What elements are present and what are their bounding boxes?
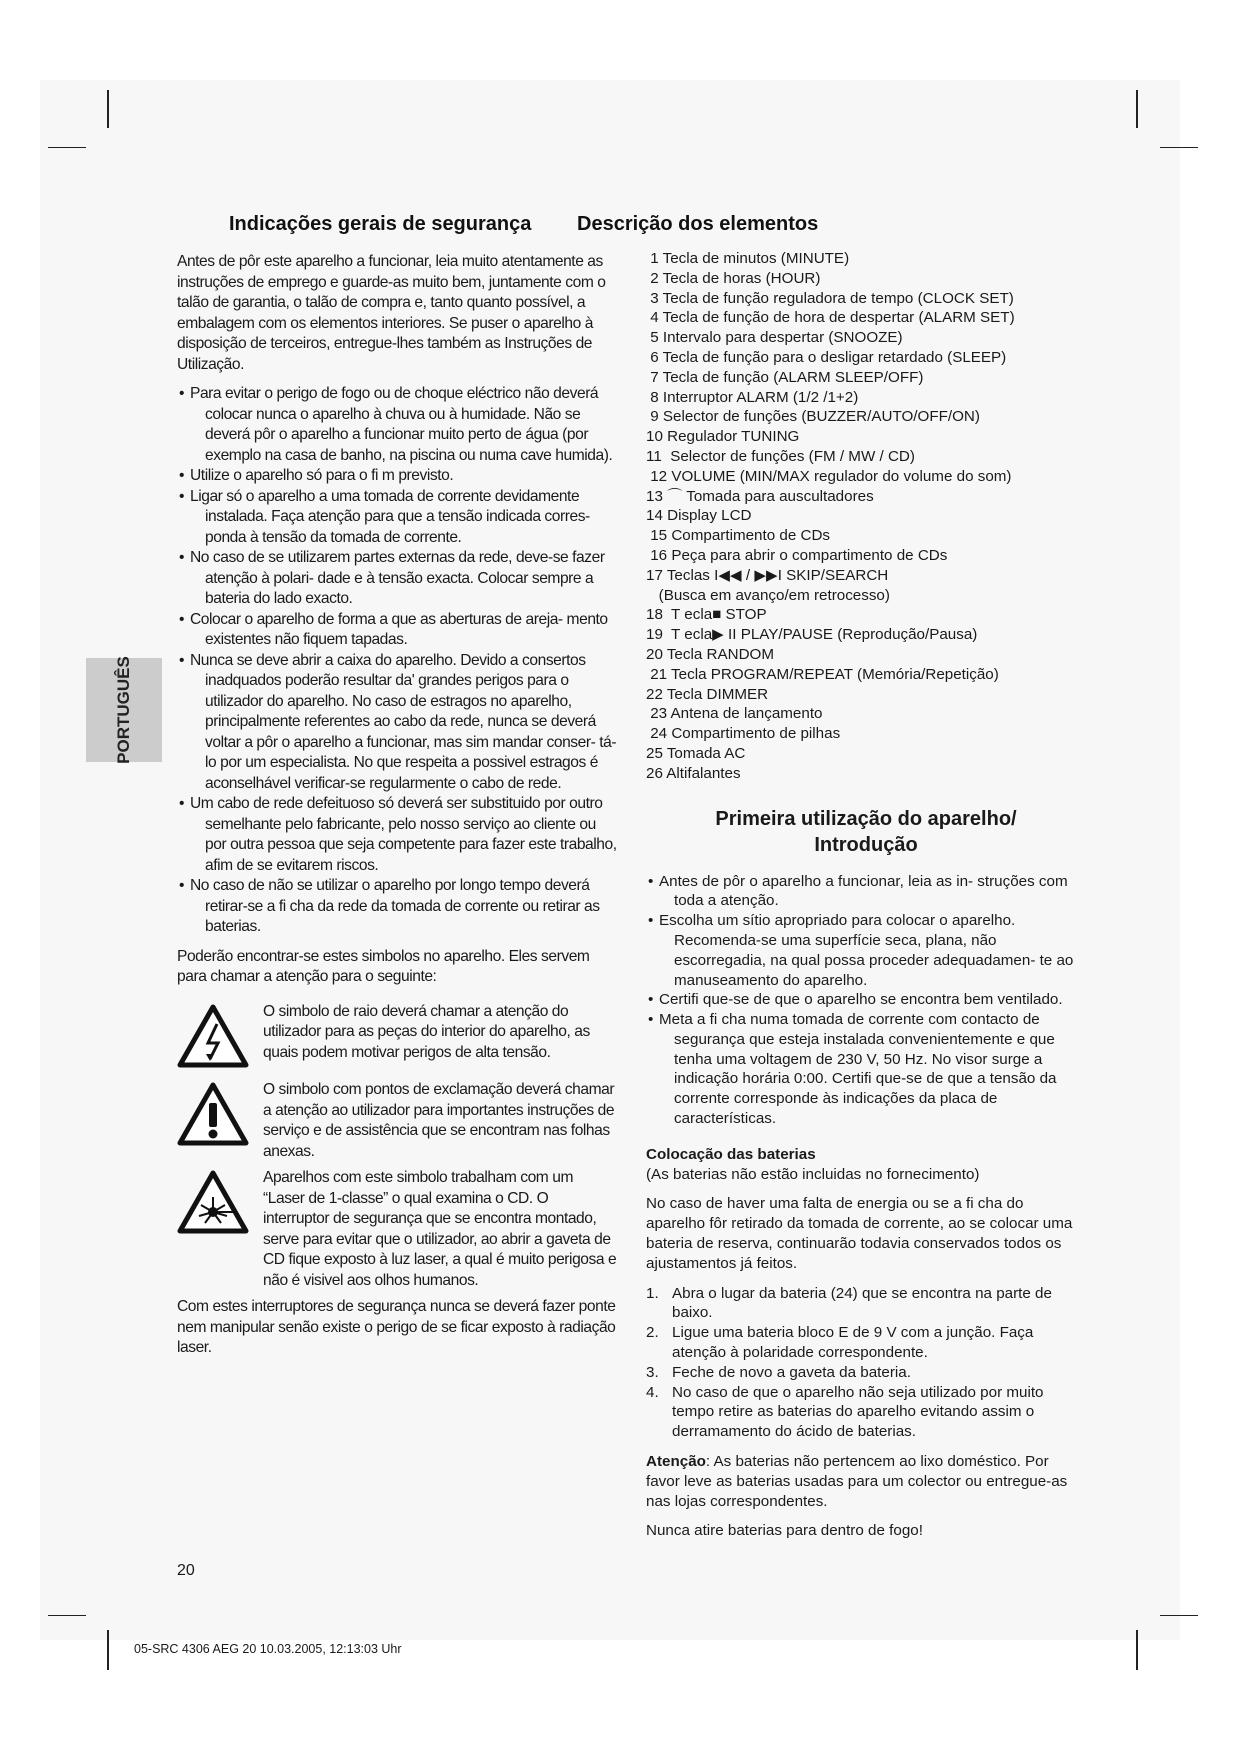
list-item: 8 Interruptor ALARM (1/2 /1+2) [646,388,859,406]
laser-warning-icon [177,1168,263,1241]
first-use-heading-line2: Introdução [814,833,918,856]
list-item: • Um cabo de rede defeituoso só deverá ser substituido por outro semelhante pelo fabricante, pelo nosso serviço ao cliente ou por outra pessoa que seja competente para fazer este trabalho, afim de se evitarem riscos. [177,794,617,876]
language-tab [86,658,162,762]
list-item: • Ligar só o aparelho a uma tomada de corrente devidamente instalada. Faça atenção para que a tensão indicada corres- ponda à tensão da tomada de corrente. [177,487,617,549]
list-item: • Meta a fi cha numa tomada de corrente com contacto de segurança que esteja instalada convenientemente e que tenha uma voltagem de 230 V, 50 Hz. No visor surge a indicação horária 0:00. Certifi que-se de que a tensão da corrente corresponde às indicações da placa de características. [646,1010,1086,1129]
list-item: 22 Tecla DIMMER [646,685,769,703]
list-item: • No caso de não se utilizar o aparelho por longo tempo deverá retirar-se a fi cha da rede da tomada de corrente ou retirar as baterias. [177,876,617,938]
list-item: 11 Selector de funções (FM / MW / CD) [646,447,915,465]
list-item: • Antes de pôr o aparelho a funcionar, leia as in- struções com toda a atenção. [646,872,1086,912]
crop-mark [1136,1630,1138,1670]
step-number: 3. [646,1363,659,1381]
list-item: • Certifi que-se de que o aparelho se encontra bem ventilado. [646,990,1086,1010]
attention-label: Atenção [646,1453,706,1471]
list-item: 13 ⌒ Tomada para auscultadores [646,487,874,505]
list-item: 15 Compartimento de CDs [646,527,831,545]
list-item: • Nunca se deve abrir a caixa do aparelho. Devido a consertos inadquados poderão resultar da' grandes perigos para o utilizador do aparelho. No caso de estragos no aparelho, principalmente referentes ao cabo da rede, nunca se deverá voltar a pôr o aparelho a funcionar, mas sim mandar conser- tá-lo por um especialista. No que respeita a possivel estragos é aconselhável verificar-se regularmente o cabo de rede. [177,651,617,795]
safety-closing: Com estes interruptores de segurança nunca se deverá fazer ponte nem manipular senão existe o perigo de se ficar exposto à radiação laser. [177,1298,616,1356]
safety-section [177,252,617,1368]
list-item: 3 Tecla de função reguladora de tempo (CLOCK SET) [646,289,1014,307]
first-use-heading-line1: Primeira utilização do aparelho/ [715,807,1017,830]
step-text: Abra o lugar da bateria (24) que se encontra na parte de baixo. [672,1284,1052,1322]
list-item: 21 Tecla PROGRAM/REPEAT (Memória/Repetição) [646,665,999,683]
crop-mark [48,147,86,148]
list-item: 10 Regulador TUNING [646,428,800,446]
list-item: 12 VOLUME (MIN/MAX regulador do volume do som) [646,467,1012,485]
batteries-warning: Nunca atire baterias para dentro de fogo! [646,1522,923,1540]
safety-heading: Indicações gerais de segurança [229,213,532,235]
step-text: Ligue uma bateria bloco E de 9 V com a junção. Faça atenção à polaridade correspondente. [672,1324,1034,1362]
step-number: 1. [646,1284,659,1302]
symbol-row [177,1168,617,1291]
list-item: (Busca em avanço/em retrocesso) [646,586,890,604]
list-item: 18 T ecla■ STOP [646,606,767,624]
batteries-note: (As baterias não estão incluidas no fornecimento) [646,1165,980,1183]
page-number: 20 [177,1562,195,1579]
crop-mark [1160,1615,1198,1616]
first-use-bullets [646,872,1086,1129]
list-item: • Para evitar o perigo de fogo ou de choque eléctrico não deverá colocar nunca o aparelho à chuva ou à humidade. Não se deverá pôr o aparelho a funcionar muito perto de água (por exemplo na casa de banho, na piscina ou numa cave humida). [177,384,617,466]
list-item: 9 Selector de funções (BUZZER/AUTO/OFF/ON) [646,408,980,426]
description-heading: Descrição dos elementos [577,213,819,235]
step-number: 4. [646,1383,659,1401]
list-item: • No caso de se utilizarem partes externas da rede, deve-se fazer atenção à polari- dade e à tensão exacta. Colocar sempre a bateria do lado exacto. [177,548,617,610]
list-item: • Utilize o aparelho só para o fi m previsto. [177,466,617,487]
list-item [646,1284,1086,1324]
list-item: 19 T ecla▶ II PLAY/PAUSE (Reprodução/Pausa) [646,626,978,644]
description-section [646,249,1086,1551]
step-text: No caso de que o aparelho não seja utilizado por muito tempo retire as baterias do aparelho evitando assim o derramamento do ácido de baterias. [672,1383,1044,1441]
list-item: • Colocar o aparelho de forma a que as aberturas de areja- mento existentes não fiquem tapadas. [177,610,617,651]
batteries-intro: No caso de haver uma falta de energia ou se a fi cha do aparelho fôr retirado da tomada de corrente, ao se colocar uma bateria de reserva, continuarão todavia conservados todos os ajustamentos já feitos. [646,1195,1073,1272]
list-item: 2 Tecla de horas (HOUR) [646,269,821,287]
first-use-heading [646,806,1086,858]
list-item: 14 Display LCD [646,507,752,525]
crop-mark [1136,90,1138,128]
lightning-warning-icon [177,1002,263,1075]
symbol-row [177,1080,617,1162]
list-item: 26 Altifalantes [646,764,741,782]
crop-mark [107,90,109,128]
symbol-text: O simbolo com pontos de exclamação deverá chamar a atenção ao utilizador para importantes instruções de serviço e de assistência que se encontram nas folhas anexas. [263,1081,615,1160]
crop-mark [1160,147,1198,148]
list-item: • Escolha um sítio apropriado para colocar o aparelho. Recomenda-se uma superfície seca, plana, não escorregadia, na qual possa proceder adequadamen- te ao manuseamento do aparelho. [646,911,1086,990]
list-item: 7 Tecla de função (ALARM SLEEP/OFF) [646,368,924,386]
crop-mark [107,1630,109,1670]
exclamation-warning-icon [177,1080,263,1153]
list-item: 17 Teclas I◀◀ / ▶▶I SKIP/SEARCH [646,566,889,584]
list-item: 6 Tecla de função para o desligar retardado (SLEEP) [646,348,1007,366]
list-item: 4 Tecla de função de hora de despertar (ALARM SET) [646,309,1015,327]
list-item [646,1383,1086,1442]
list-item: 16 Peça para abrir o compartimento de CDs [646,546,948,564]
symbol-text: Aparelhos com este simbolo trabalham com um “Laser de 1-classe” o qual examina o CD. O interruptor de segurança que se encontra montado, serve para evitar que o utilizador, ao abrir a gaveta de CD fique exposto à luz laser, a qual é muito perigosa e não é visivel aos olhos humanos. [263,1169,617,1289]
list-item [646,1363,1086,1383]
safety-bullets [177,384,617,938]
symbol-row [177,1002,617,1075]
symbol-text: O simbolo de raio deverá chamar a atenção do utilizador para as peças do interior do aparelho, as quais podem motivar perigos de alta tensão. [263,1002,590,1061]
safety-intro: Antes de pôr este aparelho a funcionar, leia muito atentamente as instruções de emprego e guarde-as muito bem, juntamente com o talão de garantia, o talão de compra e, tanto quanto possível, a embalagem com os elementos interiores. Se puser o aparelho à disposição de terceiros, entregue-lhes também as Instruções de Utilização. [177,253,606,373]
list-item: 23 Antena de lançamento [646,705,823,723]
list-item: 25 Tomada AC [646,744,746,762]
elements-list [646,249,1086,784]
battery-steps [646,1284,1086,1442]
list-item: 5 Intervalo para despertar (SNOOZE) [646,329,903,347]
print-footer: 05-SRC 4306 AEG 20 10.03.2005, 12:13:03 Uhr [134,1642,402,1656]
language-tab-label: PORTUGUÊS [114,656,133,764]
attention-text: : As baterias não pertencem ao lixo doméstico. Por favor leve as baterias usadas para um colector ou entregue-as nas lojas correspondentes. [646,1453,1068,1510]
list-item: 1 Tecla de minutos (MINUTE) [646,250,850,267]
crop-mark [48,1615,86,1616]
batteries-title: Colocação das baterias [646,1145,816,1163]
step-number: 2. [646,1324,659,1342]
list-item: 20 Tecla RANDOM [646,645,775,663]
symbols-intro: Poderão encontrar-se estes simbolos no aparelho. Eles servem para chamar a atenção para o seguinte: [177,947,590,985]
list-item [646,1323,1086,1363]
batteries-attention [646,1452,1086,1511]
list-item: 24 Compartimento de pilhas [646,725,841,743]
step-text: Feche de novo a gaveta da bateria. [672,1363,911,1381]
